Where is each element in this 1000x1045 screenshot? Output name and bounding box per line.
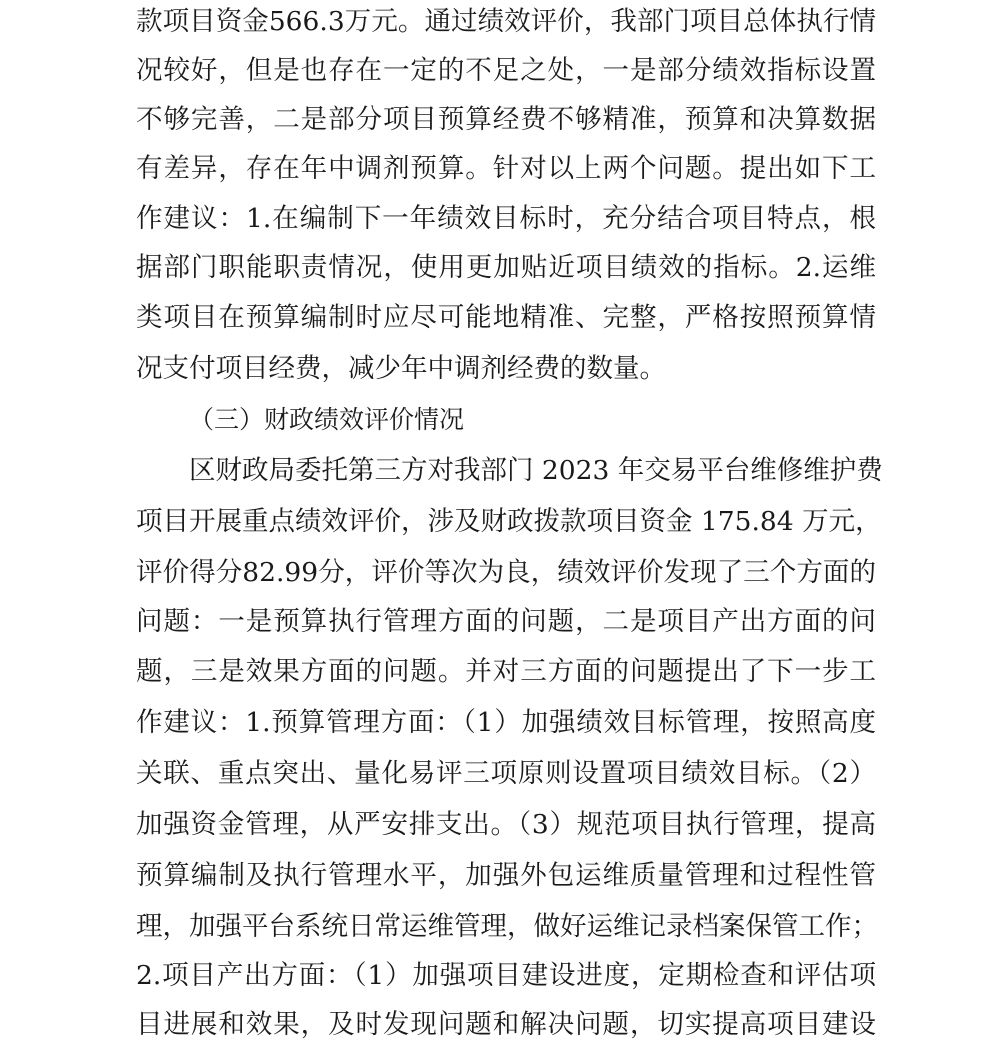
paragraph-2-line-5: 题，三是效果方面的问题。并对三方面的问题提出了下一步工 — [136, 656, 876, 687]
paragraph-1-line-8: 况支付项目经费，减少年中调剂经费的数量。 — [136, 353, 666, 384]
paragraph-1-line-7: 类项目在预算编制时应尽可能地精准、完整，严格按照预算情 — [136, 302, 876, 333]
paragraph-2-line-1: 区财政局委托第三方对我部门 2023 年交易平台维修维护费 — [189, 455, 883, 486]
paragraph-2-line-11: 2.项目产出方面：（1）加强项目建设进度，定期检查和评估项 — [136, 960, 876, 991]
paragraph-2-line-4: 问题：一是预算执行管理方面的问题，二是项目产出方面的问 — [136, 606, 876, 637]
paragraph-1-line-6: 据部门职能职责情况，使用更加贴近项目绩效的指标。2.运维 — [136, 252, 876, 283]
paragraph-2-line-12: 目进展和效果，及时发现问题和解决问题，切实提高项目建设 — [136, 1009, 876, 1040]
paragraph-2-line-6: 作建议：1.预算管理方面：（1）加强绩效目标管理，按照高度 — [136, 707, 876, 738]
paragraph-2-line-7: 关联、重点突出、量化易评三项原则设置项目绩效目标。（2） — [136, 758, 876, 789]
paragraph-1-line-2: 况较好，但是也存在一定的不足之处，一是部分绩效指标设置 — [136, 55, 876, 86]
paragraph-1-line-5: 作建议：1.在编制下一年绩效目标时，充分结合项目特点，根 — [136, 203, 876, 234]
paragraph-2-line-3: 评价得分82.99分，评价等次为良，绩效评价发现了三个方面的 — [136, 557, 876, 588]
paragraph-1-line-3: 不够完善，二是部分项目预算经费不够精准，预算和决算数据 — [136, 104, 876, 135]
paragraph-2-line-8: 加强资金管理，从严安排支出。（3）规范项目执行管理，提高 — [136, 809, 876, 840]
paragraph-2-line-10: 理，加强平台系统日常运维管理，做好运维记录档案保管工作； — [136, 911, 878, 942]
paragraph-1-line-1: 款项目资金566.3万元。通过绩效评价，我部门项目总体执行情 — [136, 6, 876, 37]
paragraph-1-line-4: 有差异，存在年中调剂预算。针对以上两个问题。提出如下工 — [136, 153, 876, 184]
paragraph-2-line-9: 预算编制及执行管理水平，加强外包运维质量管理和过程性管 — [136, 860, 876, 891]
paragraph-2-line-2: 项目开展重点绩效评价，涉及财政拨款项目资金 175.84 万元， — [136, 506, 882, 537]
section-heading: （三）财政绩效评价情况 — [189, 405, 465, 434]
